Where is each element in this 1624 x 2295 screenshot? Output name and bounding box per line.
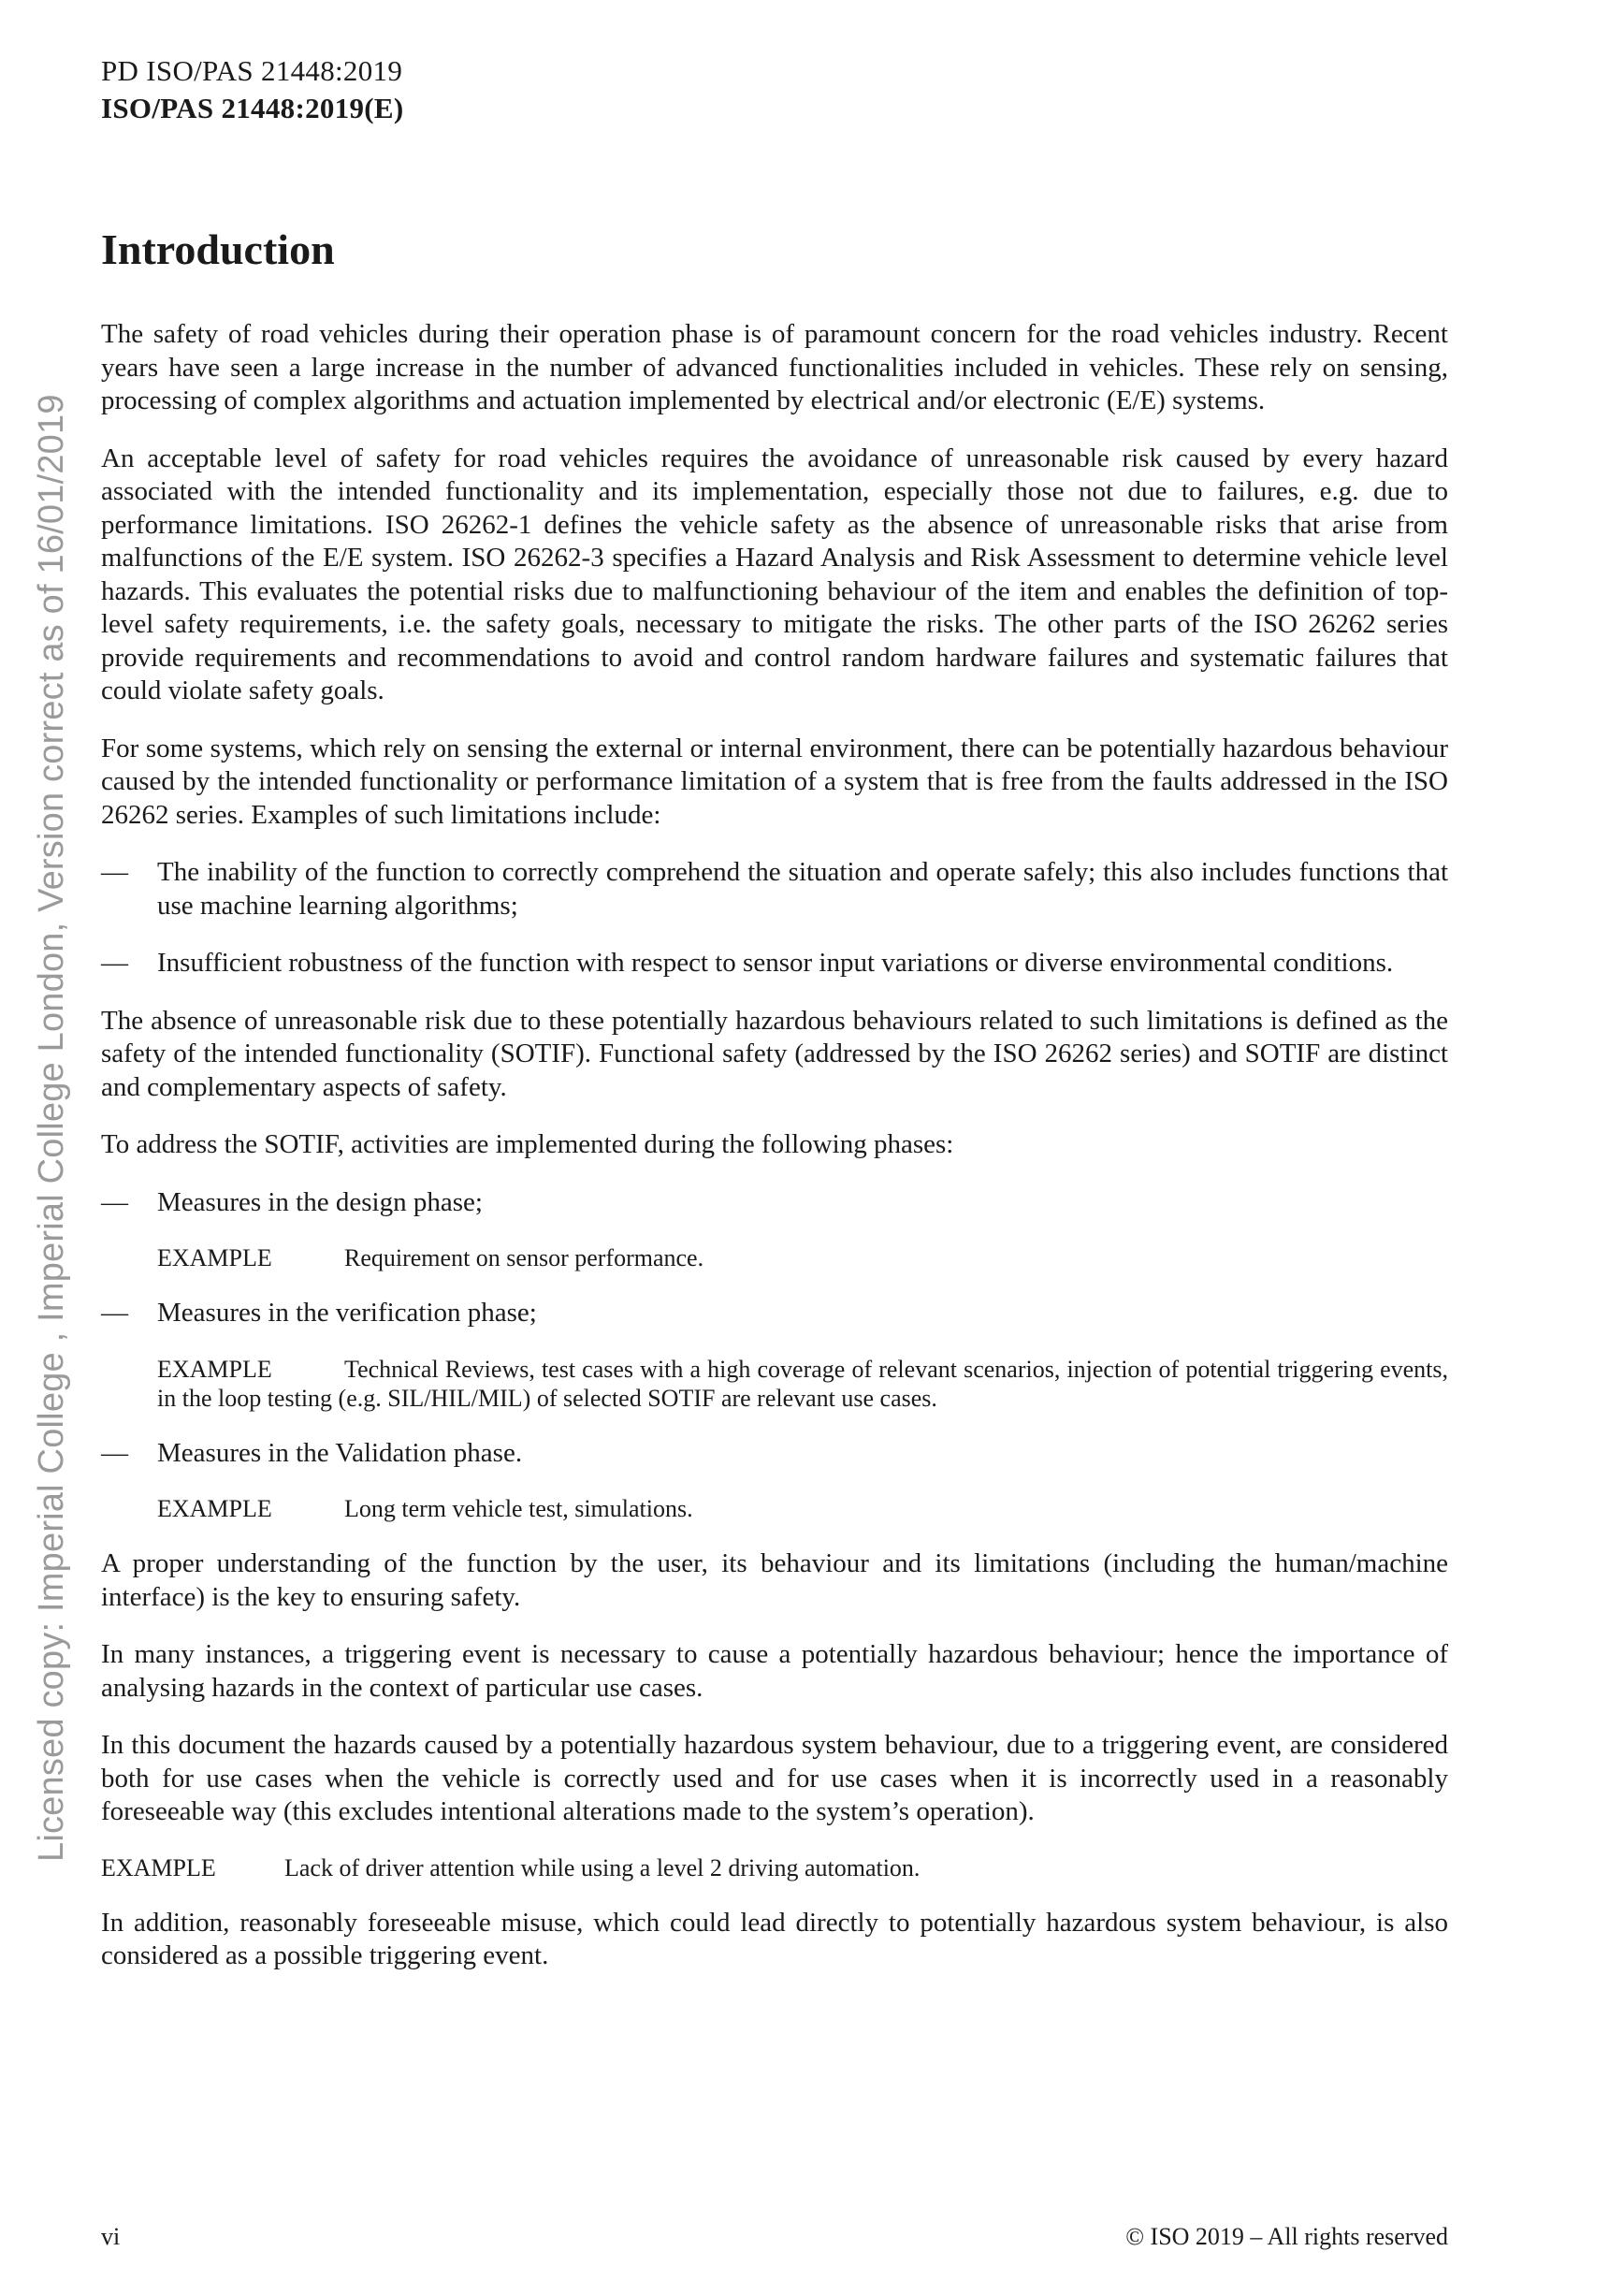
example-note [157, 1243, 1448, 1272]
limitation-list-item [101, 856, 1448, 922]
section-title: Introduction [101, 225, 335, 273]
list-item-text: Measures in the verification phase; [157, 1298, 537, 1328]
paragraph-7: In many instances, a triggering event is necessary to cause a potentially hazardous behaviour; hence the importance of analysing hazards in the context of particular use cases. [101, 1639, 1448, 1703]
introduction-body [101, 318, 1448, 1997]
paragraph-9: In addition, reasonably foreseeable misuse, which could lead directly to potentially hazardous system behaviour, is also considered as a possible triggering event. [101, 1907, 1448, 1970]
paragraph-4: The absence of unreasonable risk due to these potentially hazardous behaviours related to such limitations is defined as the safety of the intended functionality (SOTIF). Functional safety (addressed by the ISO 26262 series) and SOTIF are distinct and complementary aspects of safety. [101, 1005, 1448, 1102]
list-item-text: The inability of the function to correctly comprehend the situation and operate safely; this also includes functions that use machine learning algorithms; [157, 857, 1448, 921]
example-text: Requirement on sensor performance. [344, 1244, 704, 1271]
paragraph-2: An acceptable level of safety for road vehicles requires the avoidance of unreasonable risk caused by every hazard associated with the intended functionality and its implementation, especially those not due to failures, e.g. due to performance limitations. ISO 26262-1 defines the vehicle safety as the absence of unreasonable risks that arise from malfunctions of the E/E system. ISO 26262-3 specifies a Hazard Analysis and Risk Assessment to determine vehicle level hazards. This evaluates the potential risks due to malfunctioning behaviour of the item and enables the definition of top-level safety requirements, i.e. the safety goals, necessary to mitigate the risks. The other parts of the ISO 26262 series provide requirements and recommendations to avoid and control random hardware failures and systematic failures that could violate safety goals. [101, 443, 1448, 705]
list-item-text: Measures in the Validation phase. [157, 1437, 523, 1468]
example-text: Lack of driver attention while using a level 2 driving automation. [284, 1853, 921, 1881]
example-label: EXAMPLE [101, 1853, 216, 1881]
paragraph-5: To address the SOTIF, activities are implemented during the following phases: [101, 1129, 954, 1159]
list-dash: — [101, 948, 128, 978]
document-code: PD ISO/PAS 21448:2019 [101, 54, 403, 87]
example-note [157, 1355, 1448, 1413]
example-label: EXAMPLE [157, 1355, 272, 1383]
limitation-list-item [101, 947, 1448, 980]
example-text: Technical Reviews, test cases with a high coverage of relevant scenarios, injection of potential triggering events, in the loop testing (e.g. SIL/HIL/MIL) of selected SOTIF are relevant use cases. [157, 1355, 1448, 1412]
list-dash: — [101, 1298, 128, 1328]
example-text: Long term vehicle test, simulations. [344, 1495, 693, 1522]
phase-list-item [101, 1297, 1448, 1330]
example-note [101, 1853, 1448, 1882]
page-number: vi [101, 2223, 121, 2250]
paragraph-8: In this document the hazards caused by a potentially hazardous system behaviour, due to a triggering event, are considered both for use cases when the vehicle is correctly used and for use cases when it is incorrectly used in a reasonably foreseeable way (this excludes intentional alterations made to the system’s operation). [101, 1730, 1448, 1826]
example-label: EXAMPLE [157, 1495, 272, 1522]
license-watermark: Licensed copy: Imperial College , Imperial College London, Version correct as of 16/01/2019 [32, 394, 71, 1862]
example-note [157, 1494, 1448, 1523]
paragraph-3: For some systems, which rely on sensing the external or internal environment, there can be potentially hazardous behaviour caused by the intended functionality or performance limitation of a system that is free from the faults addressed in the ISO 26262 series. Examples of such limitations include: [101, 733, 1448, 830]
list-item-text: Measures in the design phase; [157, 1186, 483, 1217]
paragraph-1: The safety of road vehicles during their operation phase is of paramount concern for the road vehicles industry. Recent years have seen a large increase in the number of advanced functionalities included in vehicles. These rely on sensing, processing of complex algorithms and actuation implemented by electrical and/or electronic (E/E) systems. [101, 319, 1448, 415]
list-dash: — [101, 1437, 128, 1468]
list-item-text: Insufficient robustness of the function with respect to sensor input variations or diverse environmental conditions. [157, 948, 1394, 978]
list-dash: — [101, 1186, 128, 1217]
copyright-notice: © ISO 2019 – All rights reserved [1125, 2223, 1448, 2250]
list-dash: — [101, 857, 128, 887]
phase-list-item [101, 1186, 1448, 1220]
example-label: EXAMPLE [157, 1244, 272, 1271]
phase-list-item [101, 1437, 1448, 1471]
paragraph-6: A proper understanding of the function by the user, its behaviour and its limitations (including the human/machine interface) is the key to ensuring safety. [101, 1548, 1448, 1612]
document-code-english: ISO/PAS 21448:2019(E) [101, 92, 404, 124]
